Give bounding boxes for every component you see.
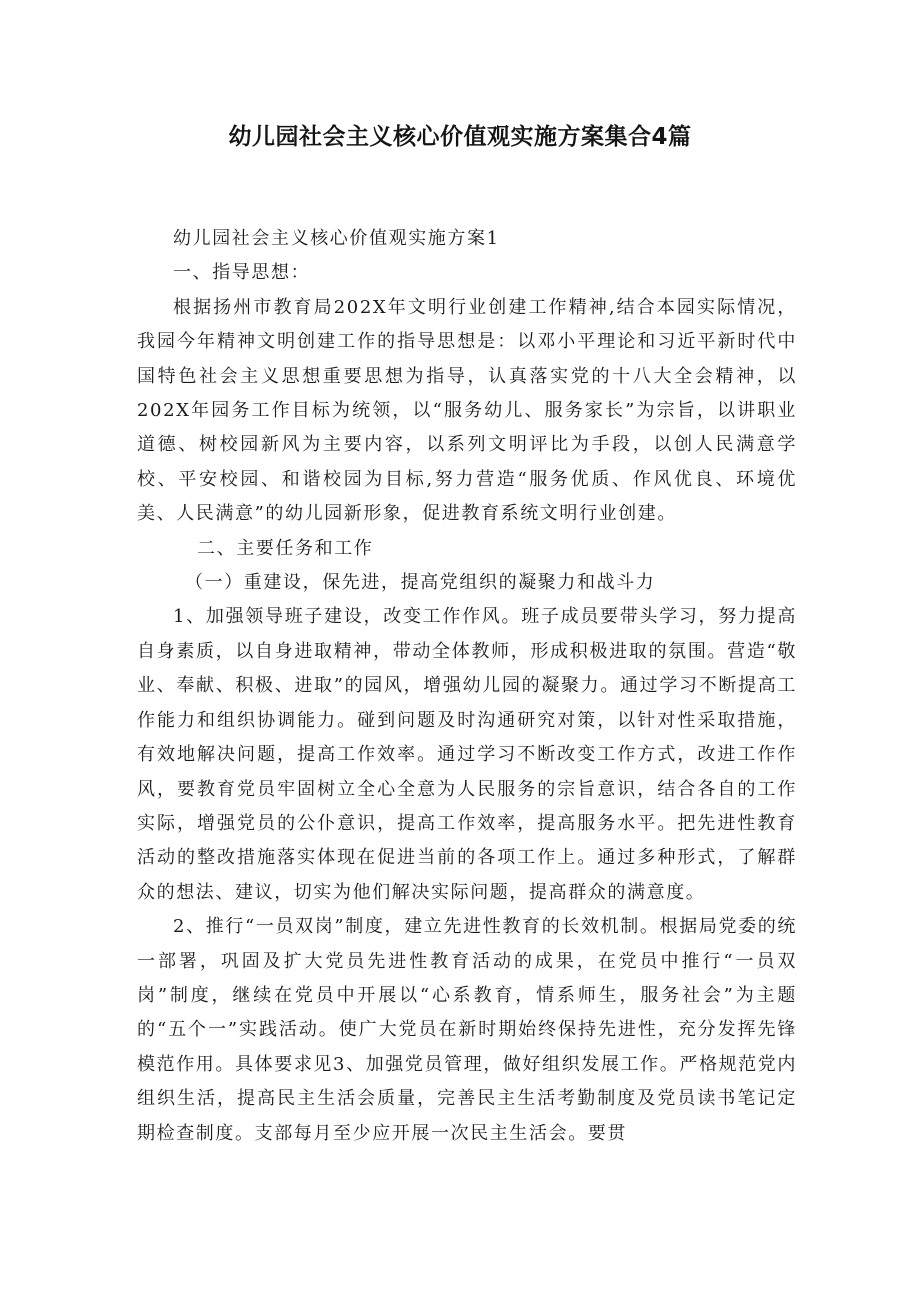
subsection-heading: 二、主要任务和工作: [197, 537, 374, 559]
document-title: 幼儿园社会主义核心价值观实施方案集合4篇: [228, 124, 692, 150]
paragraph: 根据扬州市教育局202X年文明行业创建工作精神,结合本园实际情况，我园今年精神文明创建工作的指导思想是：以邓小平理论和习近平新时代中国特色社会主义思想重要思想为指导，认真落实党的十八大全会精神，以202X年园务工作目标为统领，以“服务幼儿、服务家长”为宗旨，以讲职业道德、树校园新风为主要内容，以系列文明评比为手段，以创人民满意学校、平安校园、和谐校园为目标,努力营造“服务优质、作风优良、环境优美、人民满意”的幼儿园新形象，促进教育系统文明行业创建。: [137, 296, 797, 525]
document-body: [137, 222, 797, 1151]
paragraph: 1、加强领导班子建设，改变工作作风。班子成员要带头学习，努力提高自身素质，以自身进取精神，带动全体教师，形成积极进取的氛围。营造“敬业、奉献、积极、进取”的园风，增强幼儿园的凝聚力。通过学习不断提高工作能力和组织协调能力。碰到问题及时沟通研究对策，以针对性采取措施，有效地解决问题，提高工作效率。通过学习不断改变工作方式，改进工作作风，要教育党员牢固树立全心全意为人民服务的宗旨意识，结合各自的工作实际，增强党员的公仆意识，提高工作效率，提高服务水平。把先进性教育活动的整改措施落实体现在促进当前的各项工作上。通过多种形式，了解群众的想法、建议，切实为他们解决实际问题，提高群众的满意度。: [137, 606, 797, 903]
subsection-heading: （一）重建设，保先进，提高党组织的凝聚力和战斗力: [185, 572, 656, 594]
section-heading: 幼儿园社会主义核心价值观实施方案1: [173, 228, 500, 249]
subsection-heading: 一、指导思想：: [173, 262, 311, 284]
paragraph: 2、推行“一员双岗”制度，建立先进性教育的长效机制。根据局党委的统一部署，巩固及扩大党员先进性教育活动的成果，在党员中推行“一员双岗”制度，继续在党员中开展以“心系教育，情系师生，服务社会”为主题的“五个一”实践活动。使广大党员在新时期始终保持先进性，充分发挥先锋模范作用。具体要求见3、加强党员管理，做好组织发展工作。严格规范党内组织生活，提高民主生活会质量，完善民主生活考勤制度及党员读书笔记定期检查制度。支部每月至少应开展一次民主生活会。要贯: [137, 916, 797, 1144]
